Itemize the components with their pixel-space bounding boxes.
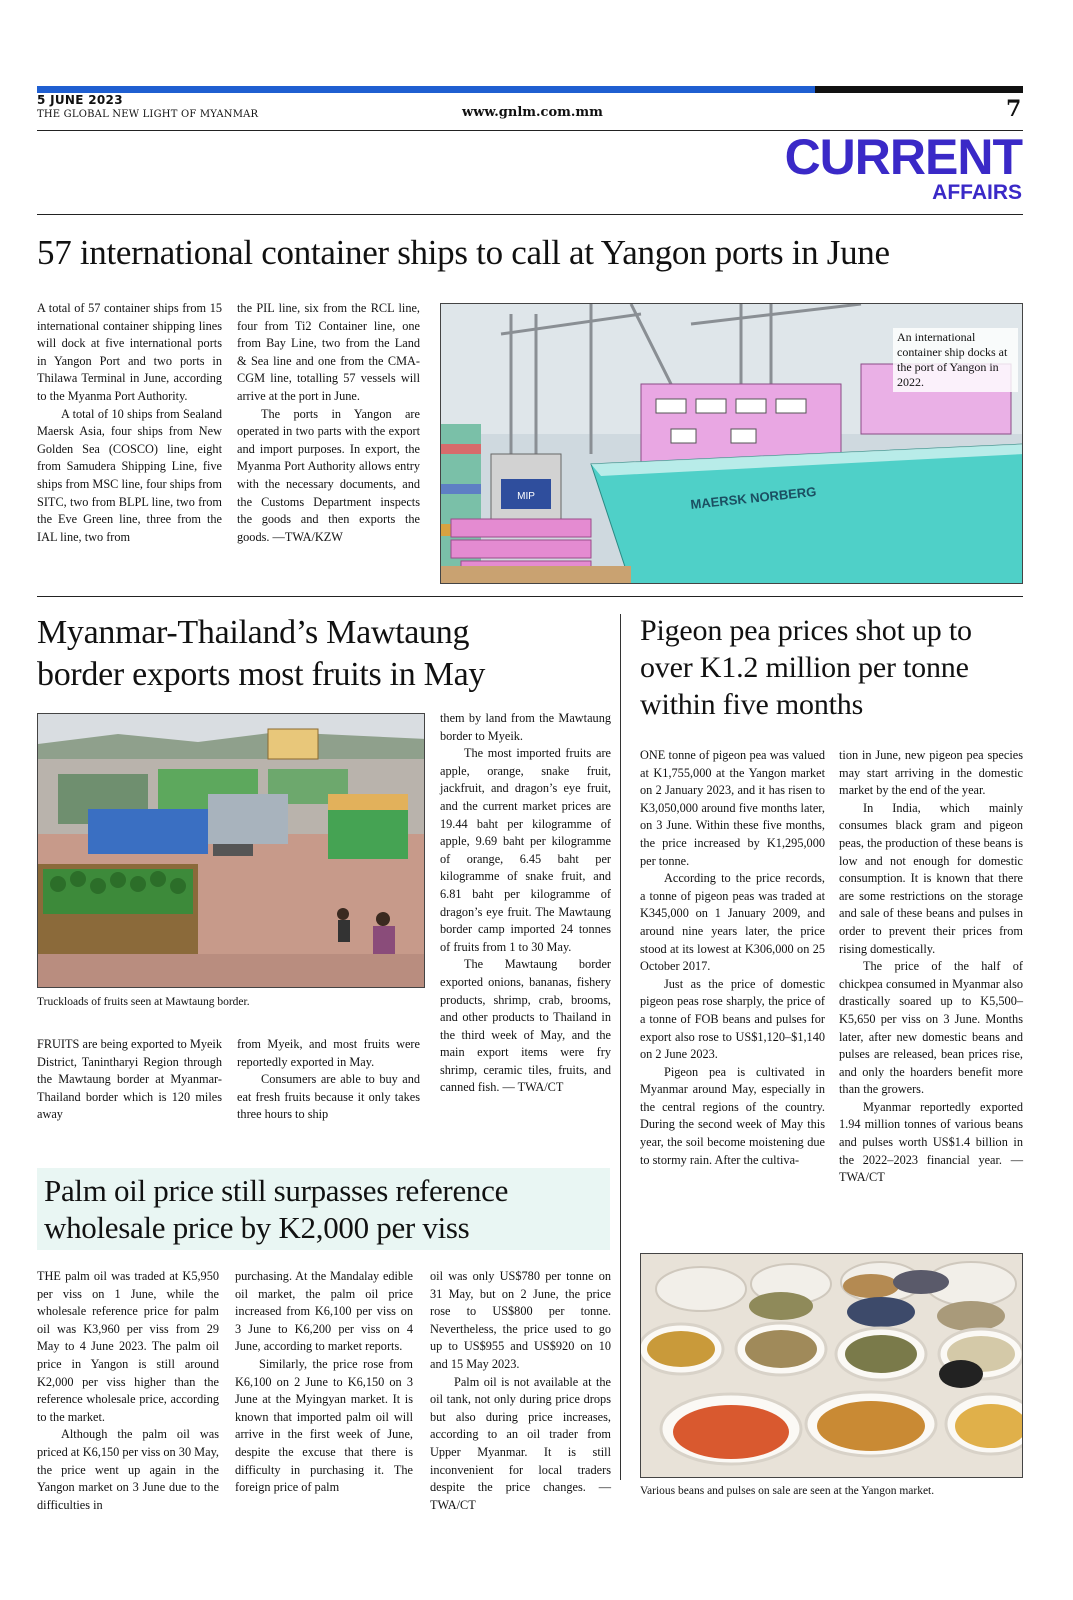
paragraph: the PIL line, six from the RCL line, four from Ti2 Container line, one from Bay Line, two from the Land & Sea line and one from the CMA-CGM line, totalling 57 vessels will arrive at the port in June.	[237, 301, 420, 403]
fruit-trucks-illustration	[38, 714, 425, 988]
paragraph: The price of the half of chickpea consumed in Myanmar also drastically soared up to K5,500–K5,650 per viss on 3 June. Months later, after new domestic beans and pulses are released, bean prices rise, and only the hoarders benefit more than the growers.	[839, 959, 1023, 1097]
paragraph: Myanmar reportedly exported 1.94 million tonnes of various beans and pulses worth US$1.4 billion in the 2022–2023 financial year. — TWA/CT	[839, 1099, 1023, 1185]
paragraph: Similarly, the price rose from K6,100 on 2 June to K6,150 on 3 June at the Myingyan market. It is known that imported palm oil will arrive in the first week of June, despite the excuse that there is difficulty in purchasing it. The foreign price of palm	[235, 1356, 413, 1495]
paragraph: A total of 57 container ships from 15 international container shipping lines will dock at five international ports in Yangon Port and two ports in Thilawa Terminal in June, according to the Myanma Port Authority.	[37, 301, 222, 403]
photo-caption: Truckloads of fruits seen at Mawtaung border.	[37, 996, 250, 1008]
article-column	[237, 1036, 420, 1124]
article-column	[640, 747, 825, 1169]
article-column	[430, 1268, 611, 1514]
photo-caption: An international container ship docks at the port of Yangon in 2022.	[893, 328, 1018, 392]
article-column	[839, 747, 1023, 1187]
article-divider	[37, 596, 1023, 597]
article-headline	[44, 1172, 609, 1246]
article-column	[440, 710, 611, 1097]
section-subtitle: AFFAIRS	[932, 181, 1022, 204]
paragraph: The ports in Yangon are operated in two parts with the export and import purposes. In export, the Myanma Port Authority allows entry with the necessary documents, and the Customs Department inspects the goods and then exports the goods. —TWA/KZW	[237, 406, 420, 544]
paragraph: purchasing. At the Mandalay edible oil market, the palm oil price increased from K6,100 per viss on 3 June to K6,200 per viss on 4 June, according to market reports.	[235, 1269, 413, 1354]
ship-name-lettering: MAERSK NORBERG	[689, 483, 818, 512]
paragraph: tion in June, new pigeon pea species may start arriving in the domestic market by the end of the year.	[839, 748, 1023, 798]
article-headline	[37, 612, 612, 696]
paragraph: Palm oil is not available at the oil tank, not only during price drops but also during price increases, according to an oil trader from Upper Myanmar. It is still inconvenient for local traders despite the price changes. — TWA/CT	[430, 1374, 611, 1512]
website-url: www.gnlm.com.mm	[462, 105, 603, 120]
paragraph: According to the price records, a tonne of pigeon peas was traded at K345,000 on 1 January 2009, and around nine years later, the price stood at its lowest at K306,000 on 25 October 2017.	[640, 871, 825, 974]
paragraph: THE palm oil was traded at K5,950 per viss on 1 June, while the wholesale reference price for palm oil was K3,960 per viss from 29 May to 4 June 2023. The palm oil price in Yangon is still around K2,000 per viss higher than the reference wholesale price, according to the market.	[37, 1269, 219, 1424]
paragraph: FRUITS are being exported to Myeik District, Tanintharyi Region through the Mawtaung border at Myanmar-Thailand border which is 120 miles away	[37, 1037, 222, 1122]
issue-date: 5 JUNE 2023	[37, 93, 123, 107]
headline-line: Pigeon pea prices shot up to	[640, 614, 972, 647]
headline-line: wholesale price by K2,000 per viss	[44, 1210, 470, 1245]
section-title: CURRENT	[784, 129, 1022, 185]
paragraph: Pigeon pea is cultivated in Myanmar around May, especially in the central regions of the country. During the second week of May this year, the soil become moistening due to stormy rain. After the cultiva-	[640, 1064, 825, 1167]
paragraph: oil was only US$780 per tonne on 31 May, but on 2 June, the price rose to US$800 per tonne. Nevertheless, the price used to go up to US$955 and US$920 on 10 and 15 May 2023.	[430, 1269, 611, 1371]
paragraph: ONE tonne of pigeon pea was valued at K1,755,000 at the Yangon market on 2 January 2023, and it has risen to K3,050,000 around five months later, on 3 June. Within these five months, the price increased by K1,295,000 per tonne.	[640, 748, 825, 868]
headline-line: border exports most fruits in May	[37, 656, 486, 693]
headline-line: Myanmar-Thailand’s Mawtaung	[37, 614, 470, 651]
beans-sacks-illustration	[641, 1254, 1023, 1478]
headline-line: Palm oil price still surpasses reference	[44, 1173, 509, 1208]
svg-text:MIP: MIP	[517, 491, 535, 502]
paragraph: Although the palm oil was priced at K6,150 per viss on 30 May, the price went up again in the Yangon market on 3 June due to the difficulties in	[37, 1427, 219, 1512]
article-column	[37, 1036, 222, 1124]
column-divider	[620, 614, 621, 1480]
paragraph: The most imported fruits are apple, orange, snake fruit, jackfruit, and dragon’s eye fruit, and the current market prices are 19.44 baht per kilogramme of apple, 9.69 baht per kilogramme of orange, 6.45 baht per kilogramme of snake fruit, and 6.81 baht per kilogramme of dragon’s eye fruit. The Mawtaung border camp imported 24 tonnes of fruits from 1 to 30 May.	[440, 746, 611, 954]
header-accent-bar	[37, 86, 815, 93]
page-number: 7	[1006, 96, 1022, 122]
headline-line: over K1.2 million per tonne	[640, 651, 969, 684]
article-column	[37, 300, 222, 546]
fruit-trucks-photo	[37, 713, 425, 988]
paragraph: A total of 10 ships from Sealand Maersk Asia, four ships from New Golden Sea (COSCO) line, eight from Samudera Shipping Line, five ships from MSC line, four ships from SITC, two from BLPL line, two from the Eve Green line, three from the IAL line, two from	[37, 406, 222, 544]
paragraph: them by land from the Mawtaung border to Myeik.	[440, 711, 611, 743]
photo-caption: Various beans and pulses on sale are seen at the Yangon market.	[640, 1485, 935, 1497]
paragraph: The Mawtaung border exported onions, bananas, fishery products, shrimp, crab, brooms, and other products to Thailand in the third week of May, and the main export items were fry shrimp, ceramic tiles, fruits, and canned fish. — TWA/CT	[440, 957, 611, 1095]
paragraph: In India, which mainly consumes black gram and pigeon peas, the production of these beans is low and not enough for domestic consumption. It is known that there are some restrictions on the storage and sale of these beans and pulses in order to prevent their prices from rising domestically.	[839, 800, 1023, 956]
article-column	[235, 1268, 413, 1497]
article-headline	[640, 612, 1025, 723]
article-column	[37, 1268, 219, 1514]
paragraph: from Myeik, and most fruits were reportedly exported in May.	[237, 1037, 420, 1069]
article-headline: 57 international container ships to call at Yangon ports in June	[37, 233, 890, 272]
article-column	[237, 300, 420, 546]
header-black-bar	[815, 86, 1023, 93]
beans-market-photo	[640, 1253, 1023, 1478]
newspaper-name: THE GLOBAL NEW LIGHT OF MYANMAR	[37, 109, 259, 120]
headline-line: within five months	[640, 688, 864, 721]
paragraph: Consumers are able to buy and eat fresh fruits because it only takes three hours to ship	[237, 1072, 420, 1122]
paragraph: Just as the price of domestic pigeon peas rose sharply, the price of a tonne of FOB beans and pulses for export also rose to US$1,120–$1,140 on 2 June 2023.	[640, 976, 825, 1062]
section-divider	[37, 214, 1023, 215]
